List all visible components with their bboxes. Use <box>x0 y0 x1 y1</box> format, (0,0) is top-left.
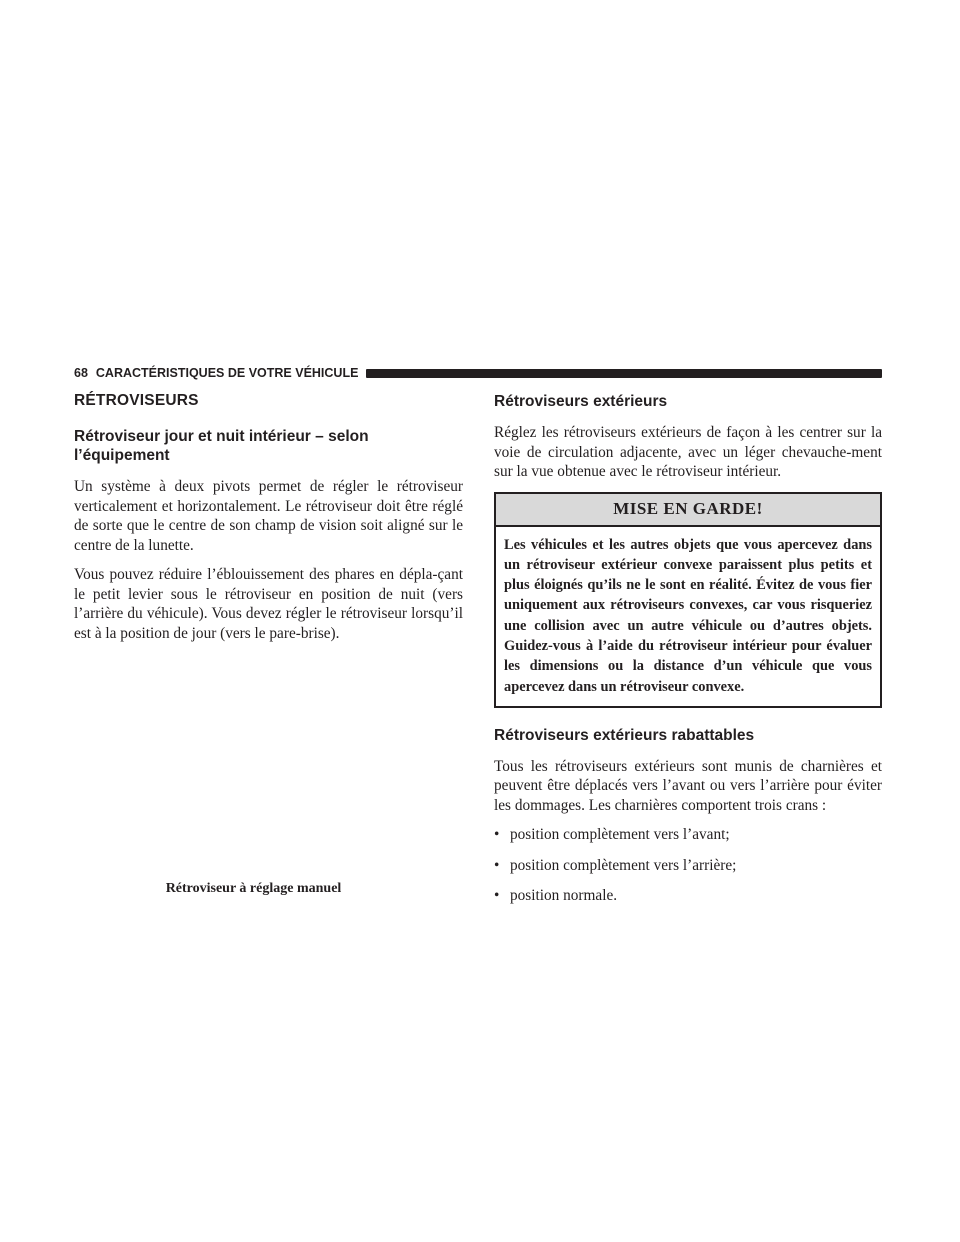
list-item-text: position complètement vers l’avant; <box>510 826 730 844</box>
bullet-icon: • <box>494 826 500 844</box>
paragraph-glare: Vous pouvez réduire l’éblouissement des phares en dépla-çant le petit levier sous le rétroviseur en position de nuit (vers l’arrière du véhicule). Vous devez régler le rétroviseur lorsqu’il est à la position de jour (vers le pare-brise). <box>74 566 463 642</box>
detent-list <box>494 825 882 906</box>
warning-text: Les véhicules et les autres objets que vous apercevez dans un rétroviseur extérieur convexe paraissent plus petits et plus éloignés qu’ils ne le sont en réalité. Évitez de vous fier uniquement aux rétroviseurs convexes, car vous risqueriez une collision avec un autre véhicule ou d’autres objets. Guidez-vous à l’aide du rétroviseur intérieur pour évaluer les dimensions ou la distance d’un véhicule que vous apercevez dans un rétroviseur convexe. <box>504 536 872 695</box>
section-heading: RÉTROVISEURS <box>74 392 199 409</box>
list-item-text: position normale. <box>510 887 618 905</box>
warning-title: MISE EN GARDE! <box>496 494 880 527</box>
paragraph-pivot: Un système à deux pivots permet de régler le rétroviseur verticalement et horizontalement. Le rétroviseur doit être réglé de sorte que le centre de son champ de vision soit aligné sur le centre de la lunette. <box>74 478 463 554</box>
subsection-heading-interior-mirror: Rétroviseur jour et nuit intérieur – selon l’équipement <box>74 428 369 464</box>
list-item <box>494 886 882 906</box>
figure-placeholder <box>74 653 463 875</box>
left-column <box>74 392 463 897</box>
subsection-heading-folding-mirrors: Rétroviseurs extérieurs rabattables <box>494 726 755 744</box>
page-number: 68 <box>74 366 88 380</box>
paragraph-exterior-adjust: Réglez les rétroviseurs extérieurs de façon à les centrer sur la voie de circulation adjacente, avec un léger chevauche-ment sur la vue obtenue avec le rétroviseur intérieur. <box>494 424 882 480</box>
bullet-icon: • <box>494 856 500 874</box>
page-header <box>74 362 882 384</box>
list-item-text: position complètement vers l’arrière; <box>510 856 737 874</box>
section-title: CARACTÉRISTIQUES DE VOTRE VÉHICULE <box>95 366 359 380</box>
right-column <box>494 392 882 917</box>
list-item <box>494 825 882 845</box>
figure-caption: Rétroviseur à réglage manuel <box>165 881 342 896</box>
list-item <box>494 856 882 876</box>
bullet-icon: • <box>494 887 500 905</box>
subsection-heading-exterior-mirrors: Rétroviseurs extérieurs <box>494 393 668 410</box>
paragraph-hinges: Tous les rétroviseurs extérieurs sont munis de charnières et peuvent être déplacés vers l’avant ou vers l’arrière pour éviter les dommages. Les charnières comportent trois crans : <box>494 757 882 814</box>
header-rule <box>366 369 882 378</box>
warning-box <box>494 492 882 708</box>
